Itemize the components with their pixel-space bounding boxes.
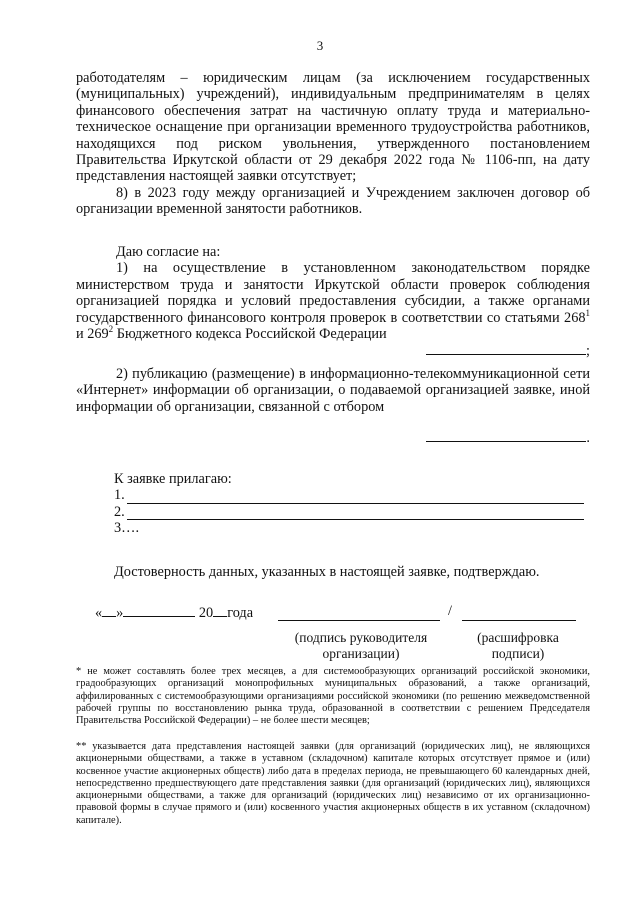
attachment-line-3 [114,520,584,536]
quote-close: » [116,605,124,621]
signature-blank[interactable] [426,342,586,355]
attachment-blank[interactable] [127,490,584,504]
consent-item-1-text: 1) на осуществление в установленном законодательством порядке министерством труда и занятости Иркутской области проверок соблюдения организацией порядка и условий предоставления субсидии, а также органами государственного финансового контроля проверок в соответствии со статьями 268 [76,260,590,326]
signature-line[interactable] [278,606,440,621]
attachment-number: 2. [114,503,125,520]
semicolon: ; [586,343,590,360]
footnote-ref-2: 2 [108,324,114,335]
confirmation-text: Достоверность данных, указанных в настоящей заявке, подтверждаю. [114,564,540,580]
decryption-line[interactable] [462,606,576,621]
consent-heading: Даю согласие на: [116,244,221,260]
consent-item-1 [76,260,590,342]
paragraph-continuation: работодателям – юридическим лицам (за исключением государственных (муниципальных) учреждений), индивидуальным предпринимателям в целях финансового обеспечения затрат на частичную оплату труда и материально-техническое оснащение при организации временного трудоустройства работников, находящихся под риском увольнения, утвержденного постановлением Правительства Иркутской области от 29 декабря 2022 года № 1106-пп, на дату представления настоящей заявки отсутствует; [76,70,590,185]
attachment-line-2[interactable] [114,504,584,520]
month-blank[interactable] [123,604,195,617]
year-prefix: 20 [198,605,214,621]
consent-item-2: 2) публикацию (размещение) в информационно-телекоммуникационной сети «Интернет» информации об организации, о подаваемой организацией заявке, иной информации об организации, связанной с отбором [76,366,590,415]
attachment-line-1[interactable] [114,487,584,503]
consent-item-2-blank-line [76,429,590,446]
footnote-ref-1: 1 [585,307,590,318]
main-text-top [76,70,590,218]
consent-item-1-text-end: Бюджетного кодекса Российской Федерации [113,326,387,343]
caption-signature: (подпись руководителя организации) [294,630,428,661]
footnote-1: * не может составлять более трех месяцев, а для системообразующих организаций российской экономики, градообразующих организаций монопрофильных муниципальных образований, а также организаций, аффилированных с системообразующими организациями российской экономики (по решению межведомственной рабочей группы по восстановлению рынка труда, образованной в соответствии с решением Председателя Правительства Российской Федерации) – не более шести месяцев; [76,666,590,727]
quote-open: « [95,605,103,621]
slash-separator: / [448,603,452,619]
year-suffix: года [227,605,254,621]
attachment-number: 1. [114,487,125,504]
attachments-heading: К заявке прилагаю: [114,471,232,487]
date-line [95,604,253,621]
consent-item-1-text-mid: и 269 [76,326,109,343]
consent-item-1-blank-line [76,342,590,359]
day-blank[interactable] [102,604,116,617]
consent-section [76,244,590,360]
attachment-number: 3…. [114,520,140,537]
paragraph-item-8: 8) в 2023 году между организацией и Учреждением заключен договор об организации временной занятости работников. [76,184,590,218]
attachments-section [114,471,584,537]
footnote-2: ** указывается дата представления настоящей заявки (для организаций (юридических лиц), не являющихся акционерными обществами, а также в уставном (складочном) капитале которых отсутствует прямое и (или) косвенное участие акционерных обществ) либо дата в пределах периода, не превышающего 60 календарных дней, непосредственно предшествующего дате представления заявки (для организаций (юридических лиц), являющихся акционерными обществами, а также для организаций (юридических лиц) независимо от их организационно-правовой формы в случае прямого и (или) косвенного участия акционерных обществ в их уставном (складочном) капитале). [76,741,590,826]
consent-item-2-section [76,366,590,447]
period: . [586,430,590,447]
year-blank[interactable] [213,604,227,617]
caption-decryption: (расшифровка подписи) [477,630,559,661]
attachment-blank[interactable] [127,506,584,520]
signature-blank[interactable] [426,429,586,442]
page-number: 3 [316,38,324,53]
